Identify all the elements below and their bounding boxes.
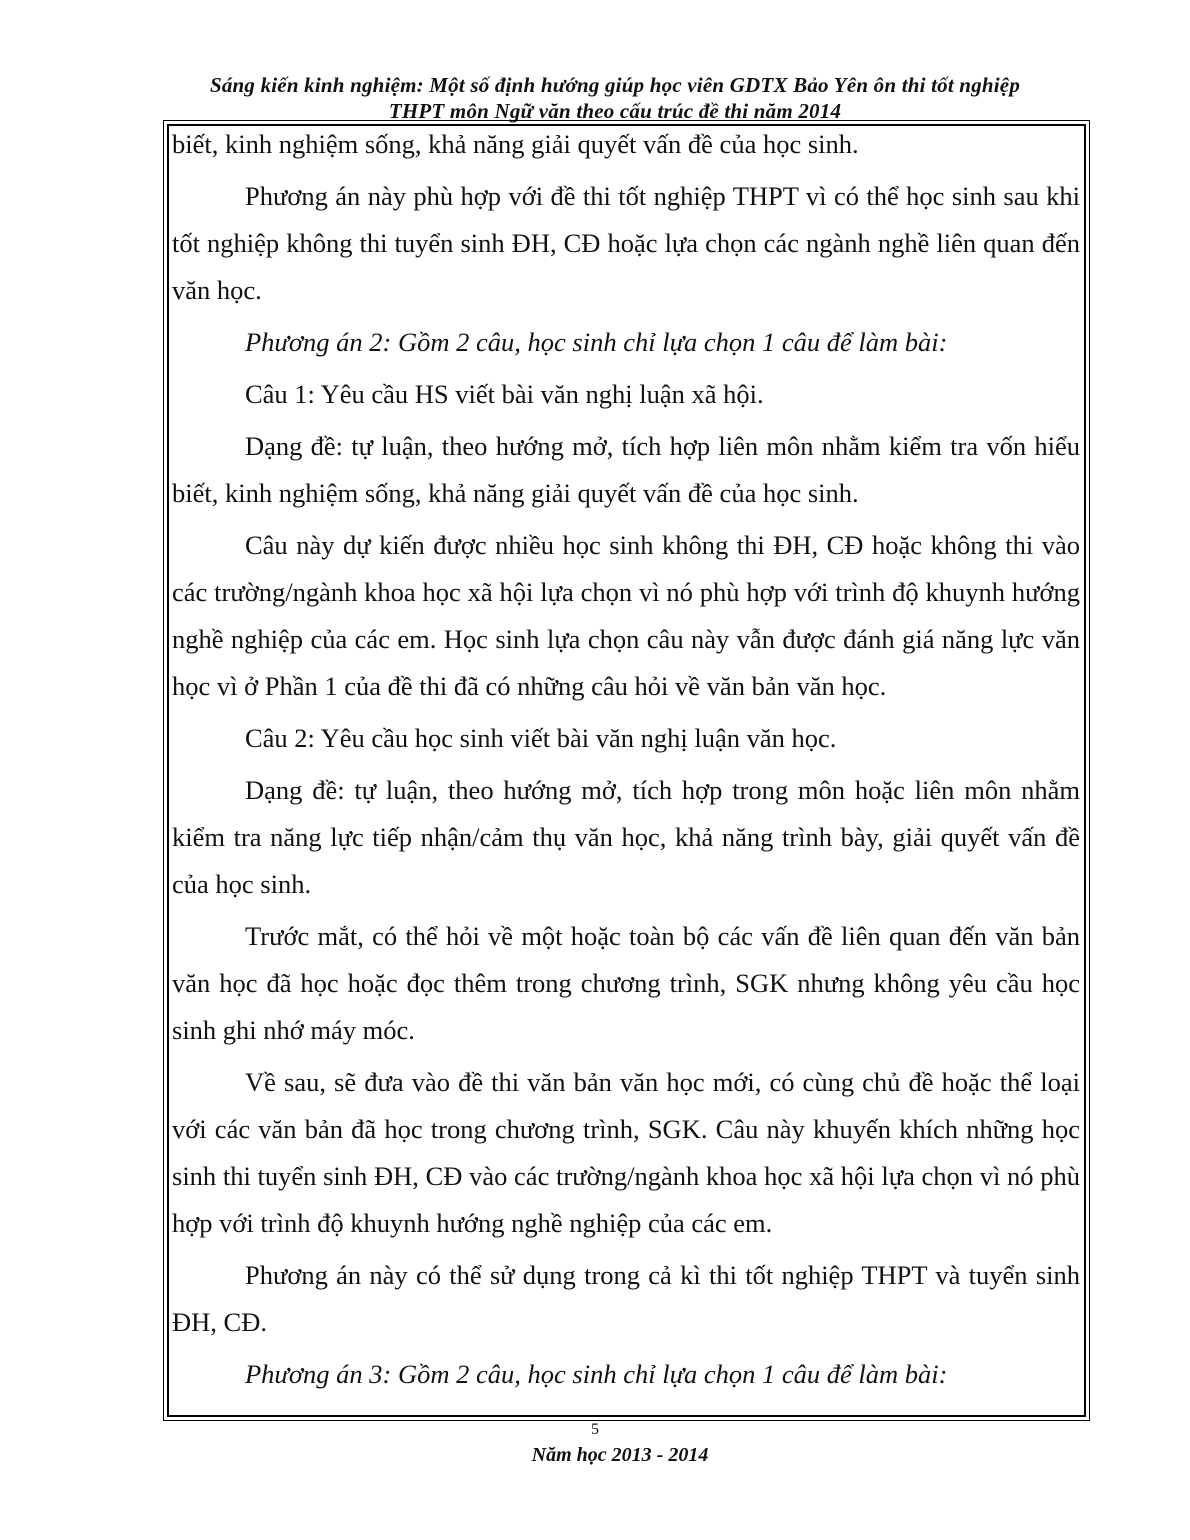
- paragraph-continuation: biết, kinh nghiệm sống, khả năng giải quyết vấn đề của học sinh.: [172, 129, 859, 159]
- paragraph: Phương án này phù hợp với đề thi tốt nghiệp THPT vì có thể học sinh sau khi tốt nghiệp không thi tuyển sinh ĐH, CĐ hoặc lựa chọn các ngành nghề liên quan đến văn học.: [172, 181, 1080, 305]
- option-2-heading: Phương án 2: Gồm 2 câu, học sinh chỉ lựa chọn 1 câu để làm bài:: [245, 327, 948, 357]
- page-header: [150, 72, 1080, 124]
- paragraph: Trước mắt, có thể hỏi về một hoặc toàn bộ các vấn đề liên quan đến văn bản văn học đã học hoặc đọc thêm trong chương trình, SGK nhưng không yêu cầu học sinh ghi nhớ máy móc.: [172, 921, 1080, 1045]
- paragraph: Phương án này có thể sử dụng trong cả kì thi tốt nghiệp THPT và tuyển sinh ĐH, CĐ.: [172, 1260, 1080, 1337]
- page-number: 5: [591, 1421, 599, 1438]
- paragraph: Dạng đề: tự luận, theo hướng mở, tích hợp trong môn hoặc liên môn nhằm kiểm tra năng lực tiếp nhận/cảm thụ văn học, khả năng trình bày, giải quyết vấn đề của học sinh.: [172, 775, 1080, 899]
- document-body: [172, 121, 1080, 1403]
- option-3-heading: Phương án 3: Gồm 2 câu, học sinh chỉ lựa chọn 1 câu để làm bài:: [245, 1359, 948, 1389]
- header-line-1: Sáng kiến kinh nghiệm: Một số định hướng giúp học viên GDTX Bảo Yên ôn thi tốt nghiệp: [209, 73, 1021, 97]
- paragraph: Câu 1: Yêu cầu HS viết bài văn nghị luận xã hội.: [245, 379, 764, 409]
- header-line-2: THPT môn Ngữ văn theo cấu trúc đề thi năm 2014: [388, 99, 842, 123]
- page-footer: Năm học 2013 - 2014: [531, 1444, 709, 1466]
- paragraph: Câu 2: Yêu cầu học sinh viết bài văn nghị luận văn học.: [245, 723, 837, 753]
- paragraph: Dạng đề: tự luận, theo hướng mở, tích hợp liên môn nhằm kiểm tra vốn hiểu biết, kinh nghiệm sống, khả năng giải quyết vấn đề của học sinh.: [172, 431, 1080, 508]
- paragraph: Câu này dự kiến được nhiều học sinh không thi ĐH, CĐ hoặc không thi vào các trường/ngành khoa học xã hội lựa chọn vì nó phù hợp với trình độ khuynh hướng nghề nghiệp của các em. Học sinh lựa chọn câu này vẫn được đánh giá năng lực văn học vì ở Phần 1 của đề thi đã có những câu hỏi về văn bản văn học.: [172, 530, 1080, 701]
- paragraph: Về sau, sẽ đưa vào đề thi văn bản văn học mới, có cùng chủ đề hoặc thể loại với các văn bản đã học trong chương trình, SGK. Câu này khuyến khích những học sinh thi tuyển sinh ĐH, CĐ vào các trường/ngành khoa học xã hội lựa chọn vì nó phù hợp với trình độ khuynh hướng nghề nghiệp của các em.: [172, 1067, 1080, 1238]
